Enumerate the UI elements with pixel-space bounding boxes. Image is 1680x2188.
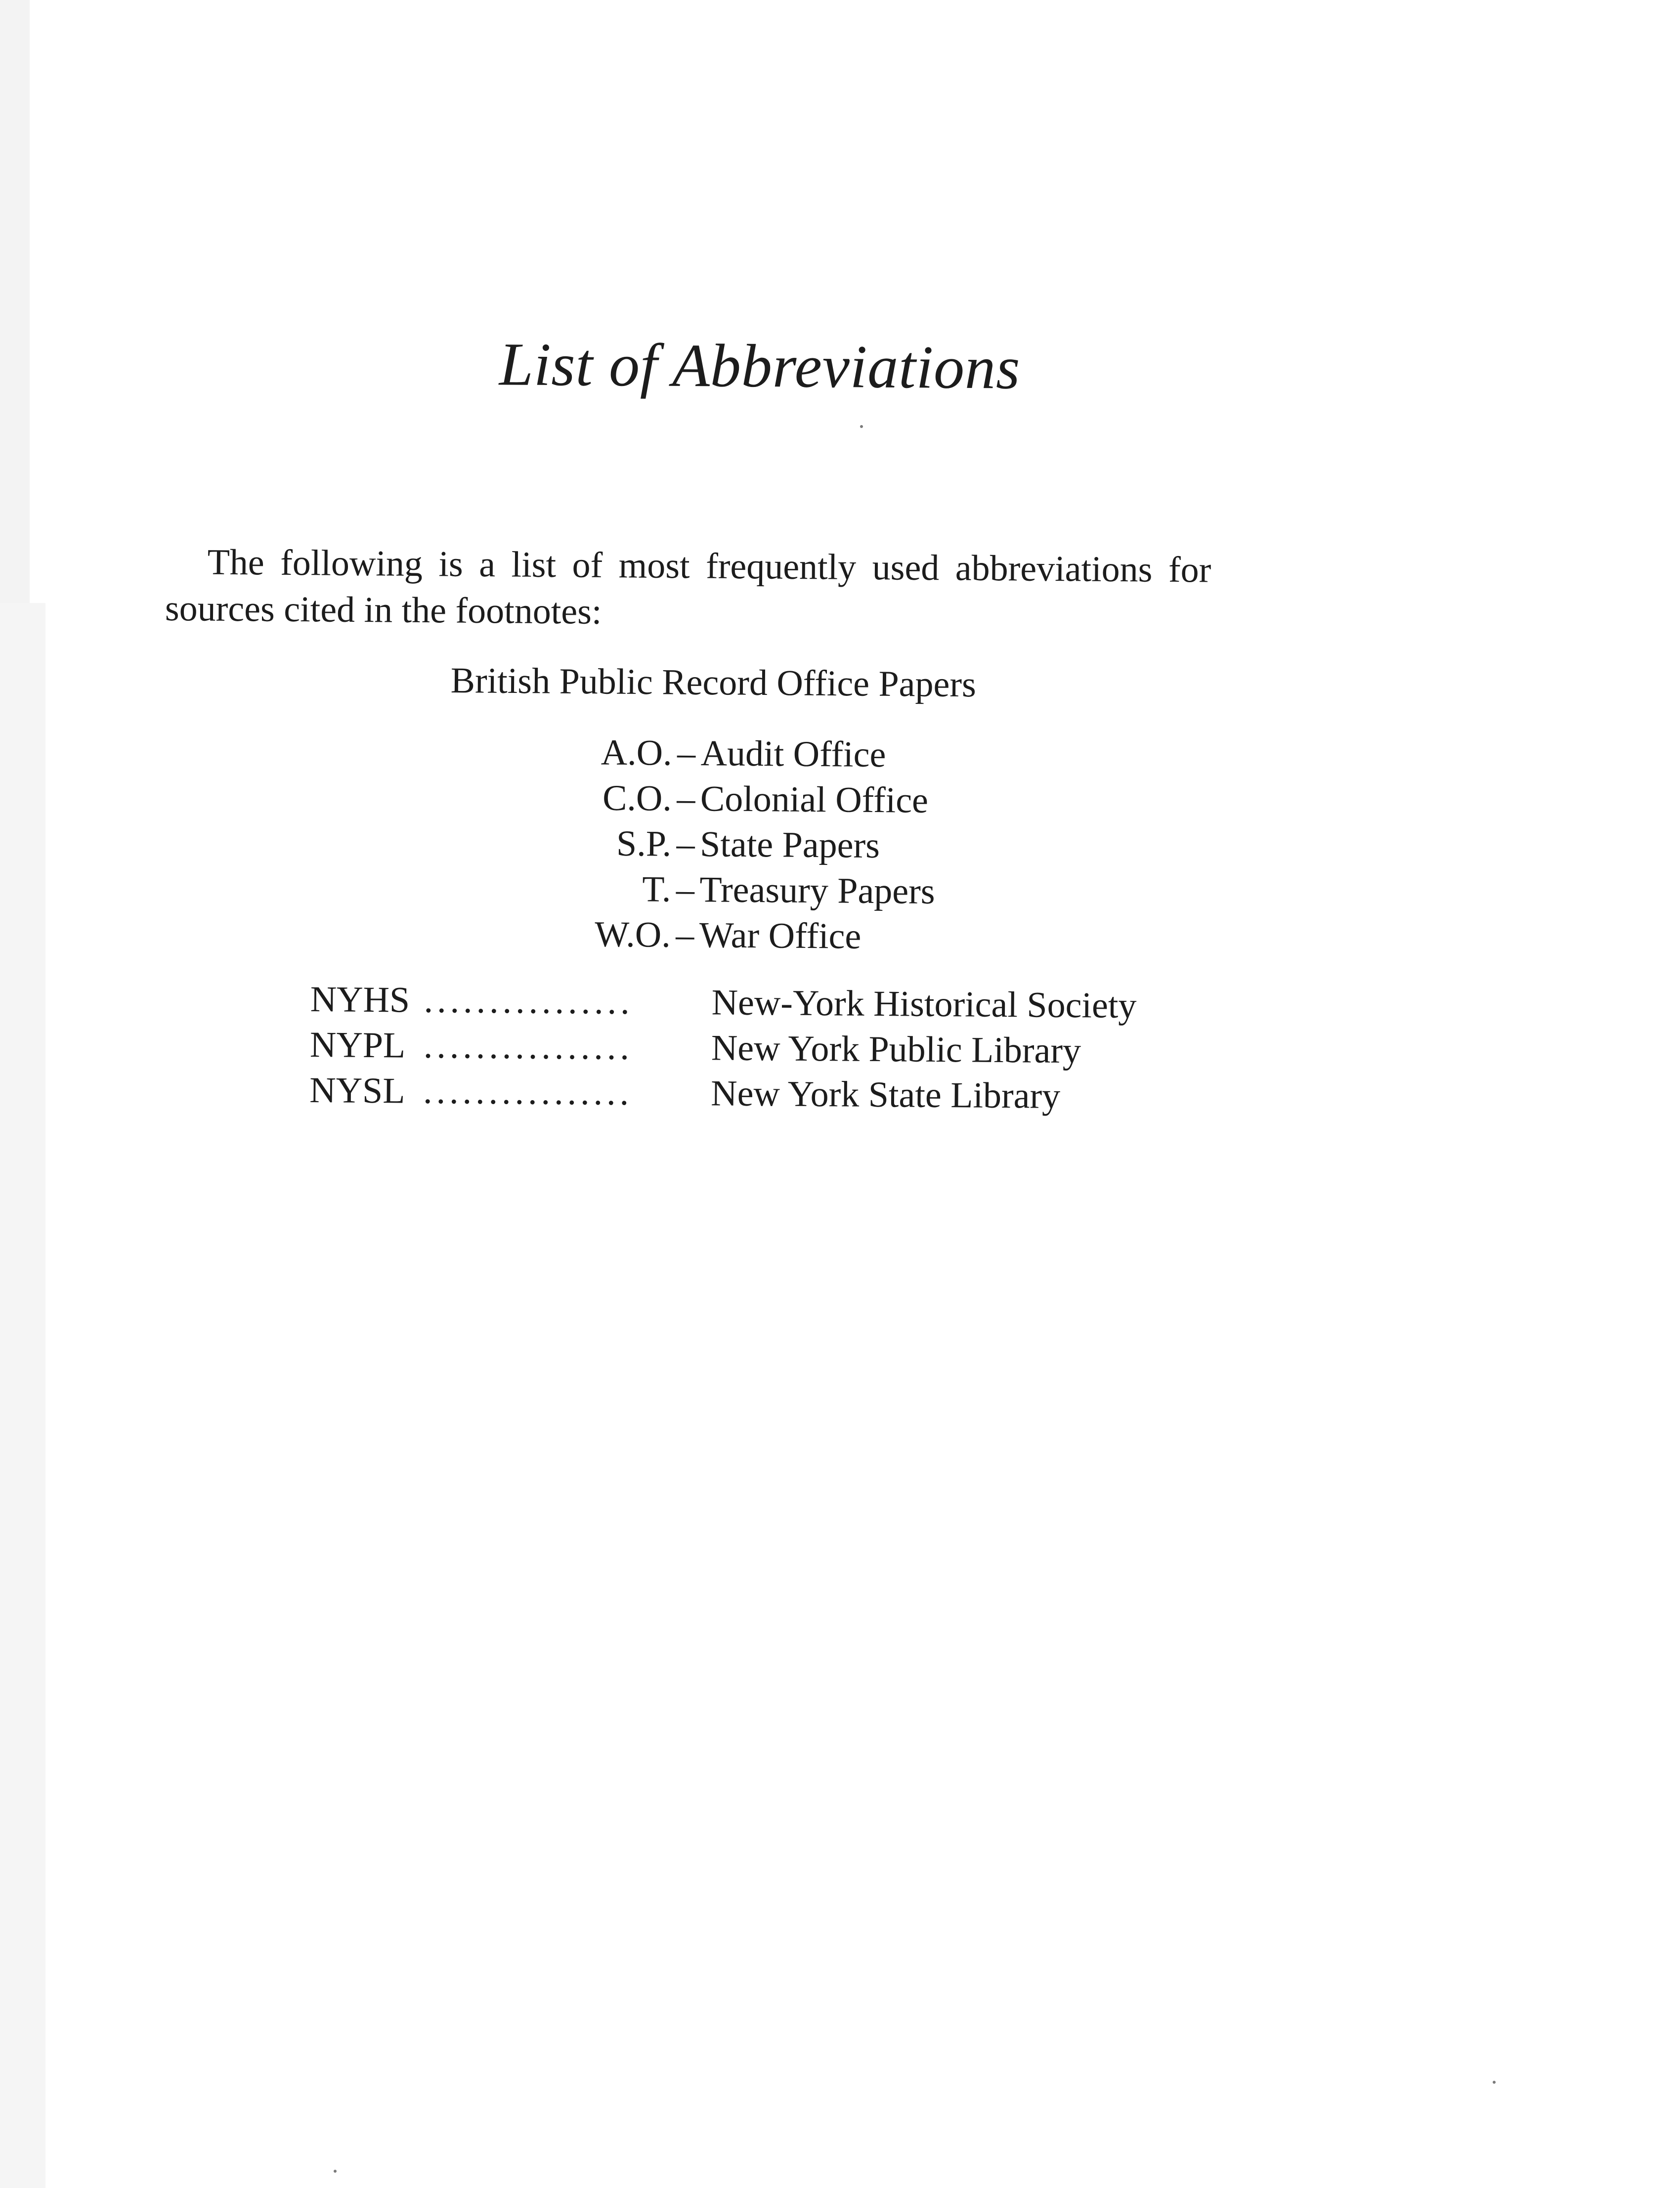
abbreviation-dash: – — [677, 732, 696, 774]
abbreviation-dash: – — [676, 823, 695, 865]
abbreviation-code: C.O. — [602, 777, 672, 819]
abbreviation-entry — [558, 822, 936, 871]
library-code: NYHS — [310, 979, 410, 1021]
scan-speck — [860, 425, 863, 428]
abbreviation-name: State Papers — [699, 824, 880, 866]
library-name: New-York Historical Society — [711, 982, 1137, 1027]
abbreviation-code: S.P. — [616, 823, 672, 864]
abbreviation-dash: – — [677, 778, 695, 819]
library-entry — [309, 1070, 1136, 1121]
abbreviation-name: War Office — [699, 915, 862, 957]
abbreviation-dash: – — [675, 914, 694, 956]
dot-leader: ................ — [423, 1071, 633, 1114]
library-entry — [310, 1024, 1136, 1076]
abbreviation-name: Colonial Office — [700, 778, 929, 821]
abbreviation-name: Audit Office — [700, 733, 886, 775]
scan-edge-shadow — [0, 603, 45, 2188]
intro-line: sources cited in the footnotes: — [165, 588, 602, 632]
library-code: NYSL — [309, 1070, 405, 1112]
library-name: New York State Library — [710, 1073, 1061, 1116]
abbreviation-entry — [558, 731, 936, 780]
library-entry — [310, 979, 1136, 1030]
library-abbreviation-list — [309, 979, 1137, 1121]
scan-edge-shadow — [0, 0, 30, 603]
scan-speck — [334, 2170, 337, 2173]
abbreviation-dash: – — [676, 869, 695, 910]
page-title: List of Abbreviations — [499, 330, 1021, 402]
intro-line: The following is a list of most frequently used abbreviations for — [207, 542, 1211, 591]
section-heading: British Public Record Office Papers — [450, 660, 977, 705]
pro-abbreviation-list — [557, 731, 936, 962]
abbreviation-entry — [558, 777, 936, 825]
dot-leader: ................ — [423, 1025, 634, 1068]
library-code: NYPL — [309, 1024, 406, 1066]
abbreviation-code: T. — [642, 869, 671, 910]
scan-speck — [1493, 2081, 1496, 2084]
abbreviation-code: W.O. — [594, 914, 671, 955]
abbreviation-entry — [557, 868, 935, 916]
abbreviation-name: Treasury Papers — [699, 869, 935, 912]
dot-leader: ................ — [424, 980, 634, 1023]
abbreviation-entry — [557, 913, 935, 962]
intro-paragraph — [165, 539, 1362, 641]
library-name: New York Public Library — [711, 1028, 1081, 1072]
abbreviation-code: A.O. — [601, 732, 672, 773]
